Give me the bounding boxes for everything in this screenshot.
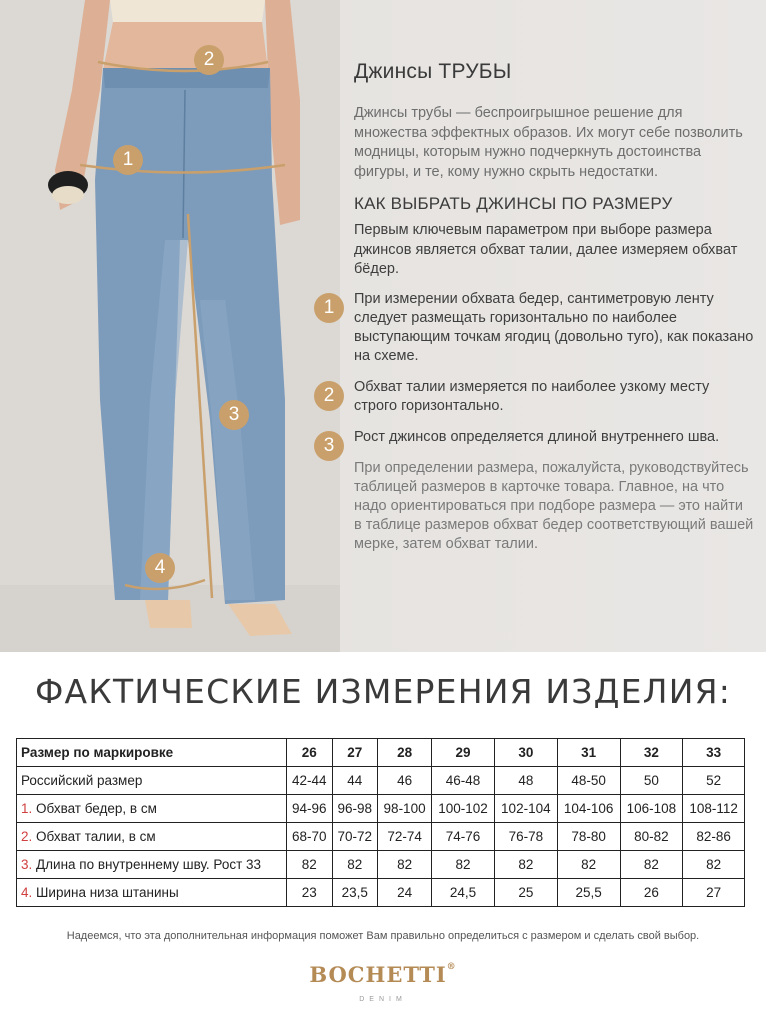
- row-number: 2.: [21, 829, 33, 844]
- size-table: [16, 738, 745, 907]
- table-cell: 23: [287, 879, 333, 907]
- table-cell: 48-50: [557, 767, 620, 795]
- header-size: 33: [683, 739, 745, 767]
- size-note: При определении размера, пожалуйста, руководствуйтесь таблицей размеров в карточке товара. Главное, на что надо ориентироваться при подборе размера — это найти в таблице размеров обхват бедер соответствующий вашей мерке, затем обхват талии.: [354, 459, 754, 552]
- how-to-title: КАК ВЫБРАТЬ ДЖИНСЫ ПО РАЗМЕРУ: [354, 194, 673, 213]
- marker-1: 1: [113, 145, 143, 175]
- step-number-1: 1: [314, 293, 344, 323]
- table-heading: ФАКТИЧЕСКИЕ ИЗМЕРЕНИЯ ИЗДЕЛИЯ:: [34, 672, 732, 711]
- table-cell: 26: [620, 879, 683, 907]
- table-row: [17, 767, 745, 795]
- table-cell: 68-70: [287, 823, 333, 851]
- marker-4: 4: [145, 553, 175, 583]
- table-cell: 82: [287, 851, 333, 879]
- step-3: [323, 428, 754, 456]
- table-cell: 74-76: [432, 823, 495, 851]
- table-cell: 104-106: [557, 795, 620, 823]
- table-cell: 23,5: [332, 879, 378, 907]
- brand-subtitle: DENIM: [359, 996, 407, 1003]
- table-cell: 94-96: [287, 795, 333, 823]
- table-cell: 108-112: [683, 795, 745, 823]
- header-size: 27: [332, 739, 378, 767]
- table-cell: 98-100: [378, 795, 432, 823]
- table-cell: 27: [683, 879, 745, 907]
- intro-text: Джинсы трубы — беспроигрышное решение для множества эффектных образов. Их могут себе позволить модницы, которым нужно подчеркнуть достоинства фигуры, и те, кому нужно скрыть недостатки.: [354, 105, 743, 180]
- table-cell: 82: [378, 851, 432, 879]
- table-cell: 82: [620, 851, 683, 879]
- row-number: 1.: [21, 801, 33, 816]
- table-cell: 25: [494, 879, 557, 907]
- table-cell: 50: [620, 767, 683, 795]
- lead-text: Первым ключевым параметром при выборе размера джинсов является обхват талии, далее измеряем обхват бёдер.: [354, 222, 738, 277]
- step-text-1: При измерении обхвата бедер, сантиметровую ленту следует размещать горизонтально по наиболее выступающим точкам ягодиц (довольно туго), как показано на схеме.: [354, 290, 754, 364]
- step-text-3: Рост джинсов определяется длиной внутреннего шва.: [354, 428, 720, 445]
- header-size: 32: [620, 739, 683, 767]
- table-cell: 96-98: [332, 795, 378, 823]
- row-label: [17, 823, 287, 851]
- header-size: 31: [557, 739, 620, 767]
- table-cell: 82-86: [683, 823, 745, 851]
- step-text-2: Обхват талии измеряется по наиболее узкому месту строго горизонтально.: [354, 378, 710, 414]
- row-number: 3.: [21, 857, 33, 872]
- table-header-row: [17, 739, 745, 767]
- table-cell: 106-108: [620, 795, 683, 823]
- table-cell: 76-78: [494, 823, 557, 851]
- step-2: [323, 378, 754, 416]
- table-cell: 46-48: [432, 767, 495, 795]
- table-row: [17, 879, 745, 907]
- table-cell: 72-74: [378, 823, 432, 851]
- table-row: [17, 823, 745, 851]
- table-row: [17, 795, 745, 823]
- table-cell: 100-102: [432, 795, 495, 823]
- table-cell: 82: [494, 851, 557, 879]
- table-cell: 82: [432, 851, 495, 879]
- row-label: [17, 879, 287, 907]
- table-cell: 82: [557, 851, 620, 879]
- step-1: [323, 290, 754, 366]
- row-label: [17, 851, 287, 879]
- table-cell: 24,5: [432, 879, 495, 907]
- table-cell: 78-80: [557, 823, 620, 851]
- table-cell: 82: [332, 851, 378, 879]
- table-cell: 82: [683, 851, 745, 879]
- header-size: 28: [378, 739, 432, 767]
- row-label-text: Длина по внутреннему шву. Рост 33: [36, 857, 262, 872]
- header-label: Размер по маркировке: [17, 739, 287, 767]
- table-cell: 102-104: [494, 795, 557, 823]
- row-label-text: Обхват бедер, в см: [36, 801, 157, 816]
- step-number-2: 2: [314, 381, 344, 411]
- row-label: [17, 767, 287, 795]
- page-title: Джинсы ТРУБЫ: [354, 60, 512, 83]
- header-size: 30: [494, 739, 557, 767]
- table-cell: 44: [332, 767, 378, 795]
- table-cell: 80-82: [620, 823, 683, 851]
- table-cell: 25,5: [557, 879, 620, 907]
- description-block: [323, 60, 754, 554]
- row-label-text: Российский размер: [21, 773, 143, 788]
- marker-2: 2: [194, 45, 224, 75]
- table-cell: 48: [494, 767, 557, 795]
- table-cell: 46: [378, 767, 432, 795]
- row-label-text: Ширина низа штанины: [36, 885, 179, 900]
- footer-note: Надеемся, что эта дополнительная информация поможет Вам правильно определиться с размером и сделать свой выбор.: [66, 930, 700, 942]
- marker-3: 3: [219, 400, 249, 430]
- table-cell: 42-44: [287, 767, 333, 795]
- brand-name: BOCHETTI: [309, 962, 447, 987]
- registered-mark: ®: [446, 962, 457, 972]
- row-number: 4.: [21, 885, 33, 900]
- row-label-text: Обхват талии, в см: [36, 829, 156, 844]
- brand-logo: [0, 962, 766, 987]
- header-size: 26: [287, 739, 333, 767]
- table-cell: 24: [378, 879, 432, 907]
- table-cell: 52: [683, 767, 745, 795]
- table-cell: 70-72: [332, 823, 378, 851]
- step-number-3: 3: [314, 431, 344, 461]
- row-label: [17, 795, 287, 823]
- table-row: [17, 851, 745, 879]
- header-size: 29: [432, 739, 495, 767]
